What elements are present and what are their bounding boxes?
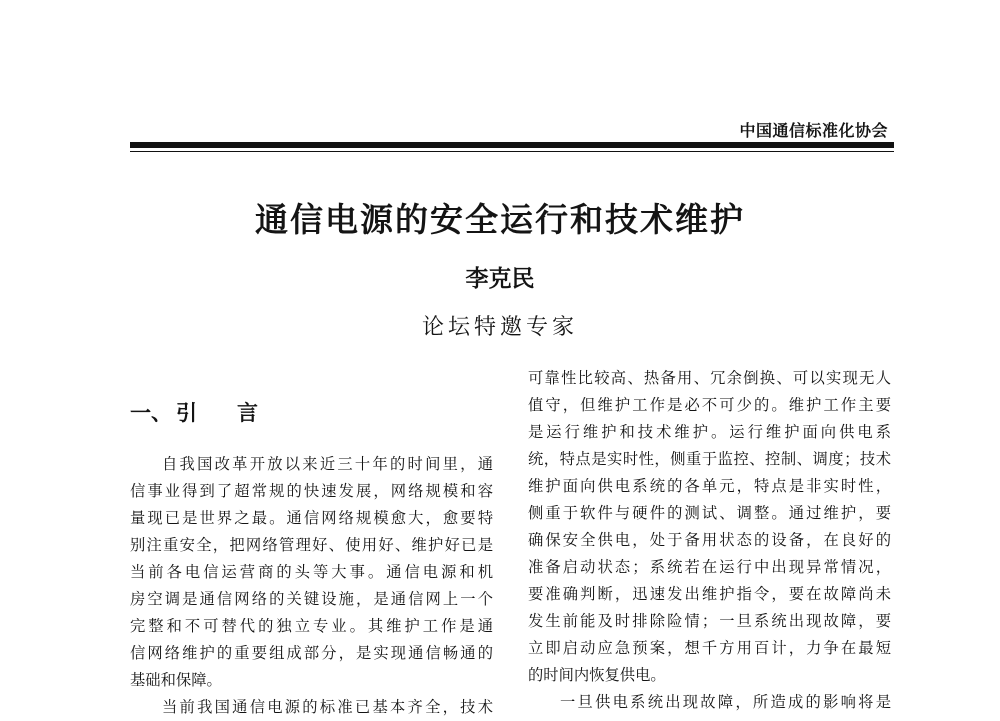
header-rule-thin bbox=[130, 151, 894, 152]
paragraph-line: 一旦供电系统出现故障，所造成的影响将是 bbox=[560, 693, 891, 711]
section-heading bbox=[130, 397, 258, 427]
section-word-2: 言 bbox=[237, 401, 258, 425]
paragraph-line: 基础和保障。 bbox=[130, 671, 222, 689]
paragraph-line: 值守，但维护工作是必不可少的。维护工作主要 bbox=[528, 396, 891, 414]
paragraph-line: 准备启动状态；系统若在运行中出现异常情况， bbox=[528, 558, 891, 576]
paragraph-line: 完整和不可替代的独立专业。其维护工作是通 bbox=[130, 617, 493, 635]
paragraph-line: 要准确判断，迅速发出维护指令，要在故障尚未 bbox=[528, 585, 891, 603]
article-author: 李克民 bbox=[465, 265, 535, 292]
organization-header: 中国通信标准化协会 bbox=[739, 121, 888, 140]
left-column bbox=[130, 451, 493, 721]
paragraph-line: 当前我国通信电源的标准已基本齐全，技术 bbox=[162, 698, 493, 716]
paragraph-line: 可靠性比较高、热备用、冗余倒换、可以实现无人 bbox=[528, 369, 891, 387]
paragraph-line: 是运行维护和技术维护。运行维护面向供电系 bbox=[528, 423, 891, 441]
right-column bbox=[528, 365, 891, 716]
paragraph-line: 信事业得到了超常规的快速发展，网络规模和容 bbox=[130, 482, 493, 500]
paragraph-line: 房空调是通信网络的关键设施，是通信网上一个 bbox=[130, 590, 493, 608]
author-affiliation: 论坛特邀专家 bbox=[421, 315, 578, 340]
paragraph-line: 别注重安全，把网络管理好、使用好、维护好已是 bbox=[130, 536, 493, 554]
paragraph-line: 量现已是世界之最。通信网络规模愈大，愈要特 bbox=[130, 509, 493, 527]
article-title: 通信电源的安全运行和技术维护 bbox=[255, 200, 745, 239]
paragraph-line: 立即启动应急预案，想千方用百计，力争在最短 bbox=[528, 639, 891, 657]
paragraph-line: 自我国改革开放以来近三十年的时间里，通 bbox=[162, 455, 493, 473]
paragraph-line: 发生前能及时排除险情；一旦系统出现故障，要 bbox=[528, 612, 891, 630]
paragraph-line: 当前各电信运营商的头等大事。通信电源和机 bbox=[130, 563, 493, 581]
paragraph-line: 统，特点是实时性，侧重于监控、控制、调度；技术 bbox=[528, 450, 891, 468]
paragraph-line: 确保安全供电，处于备用状态的设备，在良好的 bbox=[528, 531, 891, 549]
paragraph-line: 信网络维护的重要组成部分，是实现通信畅通的 bbox=[130, 644, 493, 662]
paragraph-line: 维护面向供电系统的各单元，特点是非实时性， bbox=[528, 477, 891, 495]
section-number: 一、 bbox=[130, 401, 172, 425]
paragraph-line: 的时间内恢复供电。 bbox=[528, 666, 666, 684]
paragraph-line: 侧重于软件与硬件的测试、调整。通过维护，要 bbox=[528, 504, 891, 522]
header-rule-thick bbox=[130, 142, 894, 148]
section-word-1: 引 bbox=[176, 401, 197, 425]
